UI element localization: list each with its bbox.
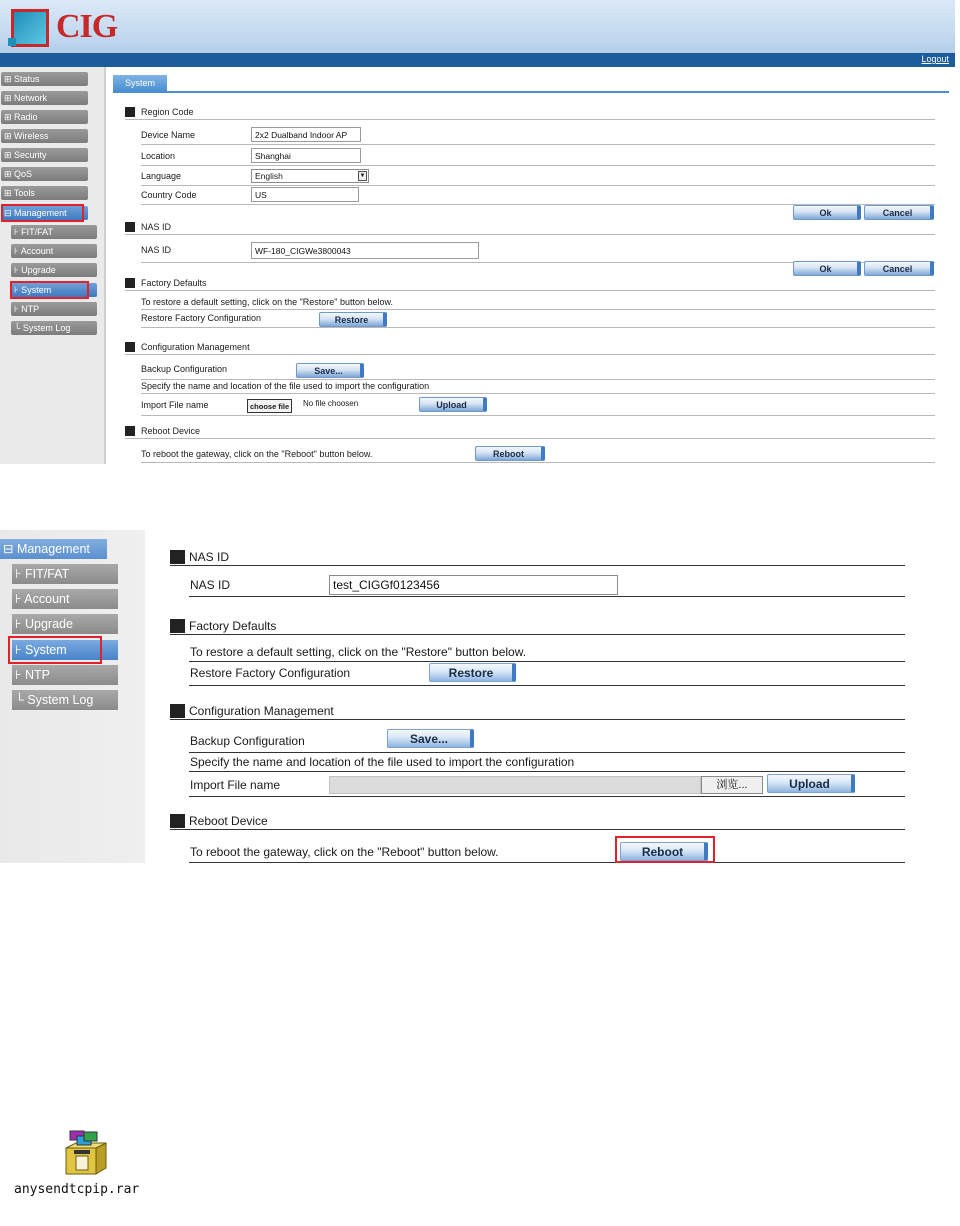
nas-id-input[interactable] <box>329 575 618 595</box>
section-title: Reboot Device <box>141 426 201 436</box>
reboot-description: To reboot the gateway, click on the "Reboot" button below. <box>190 845 499 859</box>
country-code-label: Country Code <box>141 190 197 200</box>
zoomed-system-panel <box>0 530 960 863</box>
country-code-input[interactable] <box>251 187 359 202</box>
section-title: Configuration Management <box>141 342 250 352</box>
section-configuration-management <box>125 341 935 355</box>
nas-id-label: NAS ID <box>190 578 231 592</box>
language-select[interactable] <box>251 169 369 183</box>
section-marker-icon <box>170 814 185 828</box>
choose-file-button[interactable]: choose file <box>247 399 292 413</box>
sidebar-sub-upgrade[interactable]: ⊦ Upgrade <box>12 614 118 634</box>
section-title: Reboot Device <box>189 814 268 828</box>
row-backup <box>141 359 935 380</box>
restore-label: Restore Factory Configuration <box>141 313 262 323</box>
sidebar-item-management[interactable]: ⊟ Management <box>0 539 107 559</box>
device-name-label: Device Name <box>141 130 196 140</box>
nas-ok-button[interactable]: Ok <box>793 261 861 276</box>
sidebar-sub-system-log[interactable]: └ System Log <box>11 321 97 335</box>
row-specify <box>141 380 935 394</box>
section-title: NAS ID <box>141 222 172 232</box>
row-country-code <box>141 185 935 205</box>
zoomed-sidebar <box>0 530 145 863</box>
device-name-input[interactable] <box>251 127 361 142</box>
backup-label: Backup Configuration <box>141 364 228 374</box>
save-button[interactable]: Save... <box>296 363 364 378</box>
region-ok-button[interactable]: Ok <box>793 205 861 220</box>
row-factory-desc <box>189 641 905 662</box>
row-device-name <box>141 125 935 145</box>
row-nas-id <box>141 239 935 263</box>
nas-cancel-button[interactable]: Cancel <box>864 261 934 276</box>
row-reboot <box>189 839 905 863</box>
section-marker-icon <box>170 550 185 564</box>
section-nas-id <box>170 548 905 566</box>
sidebar-item-security[interactable]: ⊞ Security <box>1 148 88 162</box>
specify-text: Specify the name and location of the file used to import the configuration <box>190 755 575 769</box>
section-marker-icon <box>170 619 185 633</box>
top-nav-bar <box>0 53 955 67</box>
file-path-field[interactable] <box>329 776 701 794</box>
attachment-filename[interactable]: anysendtcpip.rar <box>14 1182 140 1197</box>
section-marker-icon <box>125 107 135 117</box>
sidebar-sub-ntp[interactable]: ⊦ NTP <box>12 665 118 685</box>
language-label: Language <box>141 171 182 181</box>
nas-id-input[interactable] <box>251 242 479 259</box>
region-cancel-button[interactable]: Cancel <box>864 205 934 220</box>
sidebar-sub-fitfat[interactable]: ⊦ FIT/FAT <box>11 225 97 239</box>
sidebar-sub-ntp[interactable]: ⊦ NTP <box>11 302 97 316</box>
main-area <box>0 67 955 468</box>
sidebar <box>0 67 106 464</box>
row-specify <box>189 753 905 772</box>
sidebar-item-network[interactable]: ⊞ Network <box>1 91 88 105</box>
sidebar-sub-fitfat[interactable]: ⊦ FIT/FAT <box>12 564 118 584</box>
row-reboot <box>141 444 935 463</box>
language-value: English <box>255 171 283 181</box>
reboot-description: To reboot the gateway, click on the "Reboot" button below. <box>141 449 373 459</box>
row-backup <box>189 727 905 753</box>
router-admin-screenshot <box>0 0 955 468</box>
sidebar-item-qos[interactable]: ⊞ QoS <box>1 167 88 181</box>
reboot-button[interactable]: Reboot <box>475 446 545 461</box>
sidebar-item-wireless[interactable]: ⊞ Wireless <box>1 129 88 143</box>
sidebar-sub-upgrade[interactable]: ⊦ Upgrade <box>11 263 97 277</box>
section-title: NAS ID <box>189 550 230 564</box>
row-restore <box>189 662 905 686</box>
nas-id-label: NAS ID <box>141 245 172 255</box>
upload-button[interactable]: Upload <box>767 774 855 793</box>
section-reboot-device <box>125 425 935 439</box>
dropdown-arrow-icon[interactable]: ▼ <box>359 173 366 179</box>
content-panel <box>113 75 953 465</box>
sidebar-sub-system[interactable]: ⊦ System <box>11 283 97 297</box>
reboot-button[interactable]: Reboot <box>620 842 708 861</box>
row-import <box>141 394 935 416</box>
row-language <box>141 166 935 186</box>
factory-description: To restore a default setting, click on the "Restore" button below. <box>141 297 394 307</box>
sidebar-item-tools[interactable]: ⊞ Tools <box>1 186 88 200</box>
section-title: Configuration Management <box>189 704 334 718</box>
row-restore <box>141 310 935 328</box>
sidebar-sub-account[interactable]: ⊦ Account <box>11 244 97 258</box>
section-title: Region Code <box>141 107 194 117</box>
cig-logo <box>6 6 121 48</box>
specify-text: Specify the name and location of the file used to import the configuration <box>141 381 430 391</box>
sidebar-item-management[interactable]: ⊟ Management <box>1 206 88 220</box>
section-nas-id <box>125 221 935 235</box>
section-configuration-management <box>170 702 905 720</box>
factory-description: To restore a default setting, click on the "Restore" button below. <box>190 645 527 659</box>
save-button[interactable]: Save... <box>387 729 474 748</box>
sidebar-item-status[interactable]: ⊞ Status <box>1 72 88 86</box>
logo-text: CIG <box>56 8 118 45</box>
restore-button[interactable]: Restore <box>429 663 516 682</box>
section-factory-defaults <box>170 617 905 635</box>
section-marker-icon <box>125 222 135 232</box>
location-input[interactable] <box>251 148 361 163</box>
winrar-archive-icon[interactable] <box>62 1130 110 1176</box>
sidebar-sub-system[interactable]: ⊦ System <box>12 640 118 660</box>
sidebar-item-radio[interactable]: ⊞ Radio <box>1 110 88 124</box>
logout-link[interactable]: Logout <box>921 54 949 64</box>
restore-label: Restore Factory Configuration <box>190 666 351 680</box>
tab-underline <box>113 91 949 93</box>
row-factory-desc <box>141 294 935 310</box>
sidebar-sub-system-log[interactable]: └ System Log <box>12 690 118 710</box>
section-factory-defaults <box>125 277 935 291</box>
no-file-text: No file choosen <box>303 399 359 408</box>
section-marker-icon <box>125 342 135 352</box>
browse-button[interactable]: 浏览... <box>701 776 763 794</box>
upload-button[interactable]: Upload <box>419 397 487 412</box>
section-title: Factory Defaults <box>189 619 277 633</box>
tab-system[interactable]: System <box>113 75 167 91</box>
sidebar-sub-account[interactable]: ⊦ Account <box>12 589 118 609</box>
section-marker-icon <box>125 278 135 288</box>
section-reboot-device <box>170 812 905 830</box>
row-import <box>189 772 905 797</box>
row-location <box>141 146 935 166</box>
header-banner <box>0 0 955 53</box>
section-title: Factory Defaults <box>141 278 207 288</box>
section-marker-icon <box>125 426 135 436</box>
restore-button[interactable]: Restore <box>319 312 387 327</box>
section-region-code <box>125 106 935 120</box>
logo-square-icon <box>11 9 49 47</box>
backup-label: Backup Configuration <box>190 734 305 748</box>
import-label: Import File name <box>141 400 209 410</box>
row-nas-id <box>189 573 905 597</box>
section-marker-icon <box>170 704 185 718</box>
location-label: Location <box>141 151 176 161</box>
import-label: Import File name <box>190 778 281 792</box>
